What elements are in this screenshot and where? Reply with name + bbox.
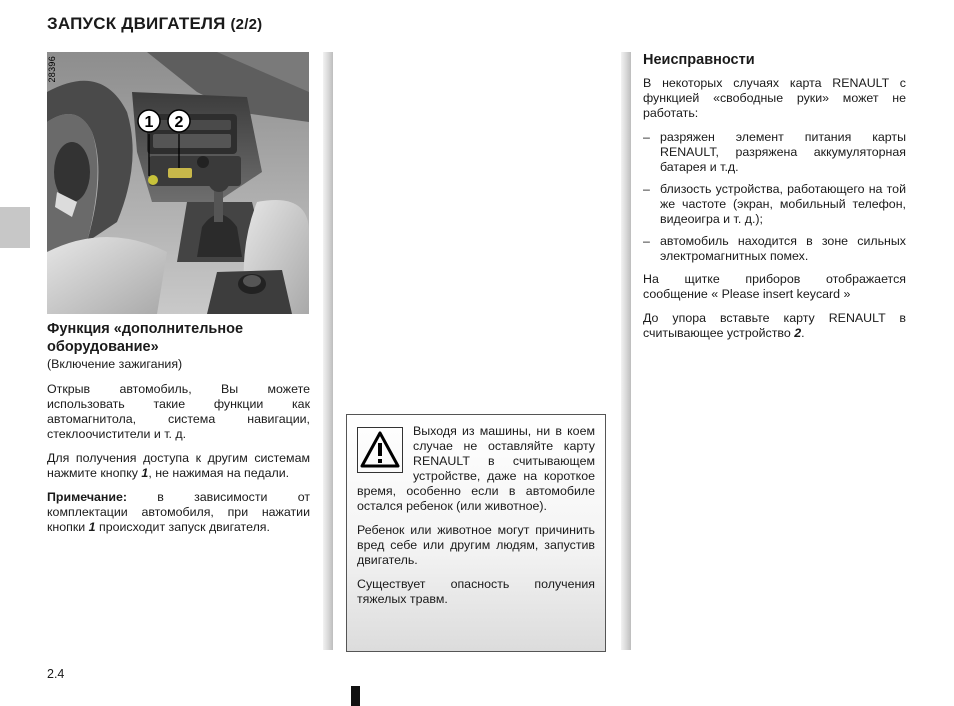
title-suffix: (2/2) [230,16,263,33]
column-divider-right [621,52,631,650]
page-title [47,14,262,34]
figure-code: 28396 [47,56,57,83]
paragraph-insert-card: До упора вставьте карту RENAULT в считывающее устройство 2. [643,311,906,340]
paragraph-intro: В некоторых случаях карта RENAULT с функцией «свободные руки» может не работать: [643,76,906,120]
section-heading-malfunctions: Неисправности [643,52,755,68]
section-subheading: (Включение зажигания) [47,357,183,371]
page-number: 2.4 [47,667,65,681]
list-item: – разряжен элемент питания карты RENAULT, разряжена аккумуляторная батарея и т.д. [643,130,906,175]
callout-1-label: 1 [144,114,154,131]
page-thumb-marker [351,686,360,706]
malfunction-list [643,130,906,264]
title-text: ЗАПУСК ДВИГАТЕЛЯ [47,14,226,33]
warning-text-1: Выходя из машины, ни в коем случае не оставляйте карту RENAULT в считывающем устройстве, даже на короткое время, особенно если в автомобиле остался ребенок (или животное). [357,424,595,513]
right-column [643,51,906,350]
paragraph-access: Для получения доступа к другим системам нажмите кнопку 1, не нажимая на педали. [47,451,310,480]
section-tab [0,207,30,248]
section-heading-accessory: Функция «дополнительное оборудование» [47,321,244,355]
column-divider-left [323,52,333,650]
warning-text-2: Ребенок или животное могут причинить вред себе или другим людям, запустив двигатель. [357,523,595,567]
warning-triangle-icon [357,427,403,473]
list-item: – автомобиль находится в зоне сильных электромагнитных помех. [643,234,906,264]
warning-box [346,414,606,652]
warning-text-3: Существует опасность получения тяжелых травм. [357,577,595,606]
list-item: – близость устройства, работающего на той же частоте (экран, мобильный телефон, видеоигра и т. д.); [643,182,906,227]
paragraph-message: На щитке приборов отображается сообщение « Please insert keycard » [643,272,906,301]
paragraph-note: Примечание: в зависимости от комплектации автомобиля, при нажатии кнопки 1 происходит запуск двигателя. [47,490,310,534]
left-column [47,320,310,544]
car-interior-illustration [47,52,309,314]
paragraph-functions: Открыв автомобиль, Вы можете использовать такие функции как автомагнитола, система навигации, стеклоочистители и т. д. [47,382,310,441]
callout-2-label: 2 [174,114,184,131]
